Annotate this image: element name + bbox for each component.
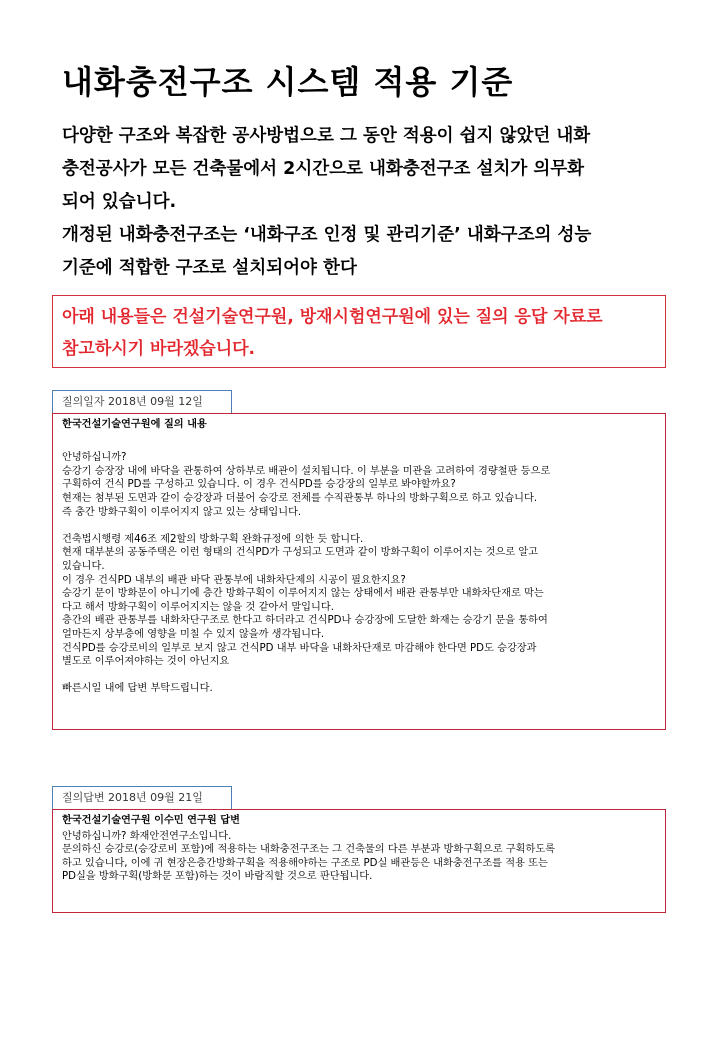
text-line: 현재 대부분의 공동주택은 이런 형태의 건식PD가 구성되고 도면과 같이 방화구획이 이루어지는 것으로 알고 bbox=[62, 547, 539, 559]
notice-box bbox=[52, 295, 666, 368]
text-line: 즉 충간 방화구획이 이루어지지 않고 있는 상태입니다. bbox=[62, 506, 302, 518]
text-line: 건축법시행령 제46조 제2할의 방화구획 완화규정에 의한 듯 합니다. bbox=[62, 533, 364, 545]
text-line: 얼마든지 상부층에 영향을 미칠 수 있지 않을까 생각됩니다. bbox=[62, 628, 325, 640]
question-body bbox=[62, 438, 656, 696]
text-line: 승강기 문이 방화문이 아니기에 층간 방화구획이 이루어지지 않는 상태에서 배관 관통부만 내화차단재로 막는 bbox=[62, 588, 544, 600]
text-line: 현재는 첨부된 도면과 같이 승강장과 더불어 승강로 전체를 수직관통부 하나의 방화구획으로 하고 있습니다. bbox=[62, 492, 538, 504]
text-line: 건식PD를 승강로비의 일부로 보지 않고 건식PD 내부 바닥을 내화차단재로 마감해야 한다면 PD도 승강장과 bbox=[62, 642, 537, 654]
question-heading: 한국건설기술연구원에 질의 내용 bbox=[62, 419, 207, 430]
page-title: 내화충전구조 시스템 적용 기준 bbox=[62, 63, 514, 101]
text-line: 안녕하십니까? bbox=[62, 452, 127, 464]
text-line: 별도로 이루어져야하는 것이 아닌지요 bbox=[62, 656, 230, 668]
text-line: 이 경우 건식PD 내부의 배관 바닥 관통부에 내화차단제의 시공이 필요한지요? bbox=[62, 574, 406, 586]
notice-line: 아래 내용들은 건설기술연구원, 방재시험연구원에 있는 질의 응답 자료로 bbox=[62, 307, 603, 327]
answer-box bbox=[52, 809, 666, 913]
blank-line bbox=[62, 519, 656, 533]
text-line: 구획하여 건식 PD를 구성하고 있습니다. 이 경우 건식PD를 승강장의 일부로 봐야할까요? bbox=[62, 479, 456, 491]
question-box bbox=[52, 413, 666, 730]
intro-line: 개정된 내화충전구조는 ‘내화구조 인정 및 관리기준’ 내화구조의 성능 bbox=[62, 225, 592, 245]
text-line: 층간의 배관 관통부를 내화차단구조로 한다고 하더라고 건식PD나 승강장에 도달한 화재는 승강기 문을 통하여 bbox=[62, 615, 548, 627]
intro-line: 다양한 구조와 복잡한 공사방법으로 그 동안 적용이 쉽지 않았던 내화 bbox=[62, 126, 591, 146]
blank-line bbox=[62, 669, 656, 683]
text-line: 다고 해서 방화구획이 이루어지지는 않을 것 같아서 말입니다. bbox=[62, 601, 334, 613]
text-line: PD실을 방화구획(방화문 포함)하는 것이 바람직할 것으로 판단됩니다. bbox=[62, 871, 373, 883]
question-date-tab: 질의일자 2018년 09월 12일 bbox=[52, 390, 232, 414]
text-line: 하고 있습니다, 이에 귀 현장은층간방화구획을 적용해야하는 구조로 PD실 배관등은 내화충전구조를 적용 또는 bbox=[62, 857, 548, 869]
notice-line: 참고하시기 바라겠습니다. bbox=[62, 339, 256, 359]
intro-line: 되어 있습니다. bbox=[62, 192, 177, 212]
blank-line bbox=[62, 438, 656, 452]
answer-body bbox=[62, 830, 656, 884]
text-line: 문의하신 승강로(승강로비 포함)에 적용하는 내화충전구조는 그 건축물의 다른 부분과 방화구획으로 구획하도록 bbox=[62, 844, 556, 856]
answer-heading: 한국건설기술연구원 이수민 연구원 답변 bbox=[62, 815, 240, 826]
text-line: 승강기 승장장 내에 바닥을 관통하여 상하부로 배관이 설치됩니다. 이 부분을 미관을 고려하여 경량철판 등으로 bbox=[62, 465, 551, 477]
intro-paragraph bbox=[62, 120, 682, 285]
intro-line: 충전공사가 모든 건축물에서 2시간으로 내화충전구조 설치가 의무화 bbox=[62, 159, 585, 179]
text-line: 안녕하십니까? 화재안전연구소입니다. bbox=[62, 830, 232, 842]
text-line: 있습니다. bbox=[62, 560, 105, 572]
intro-line: 기준에 적합한 구조로 설치되어야 한다 bbox=[62, 258, 357, 278]
text-line: 빠른시일 내에 답변 부탁드립니다. bbox=[62, 683, 213, 695]
answer-date-tab: 질의답변 2018년 09월 21일 bbox=[52, 786, 232, 810]
